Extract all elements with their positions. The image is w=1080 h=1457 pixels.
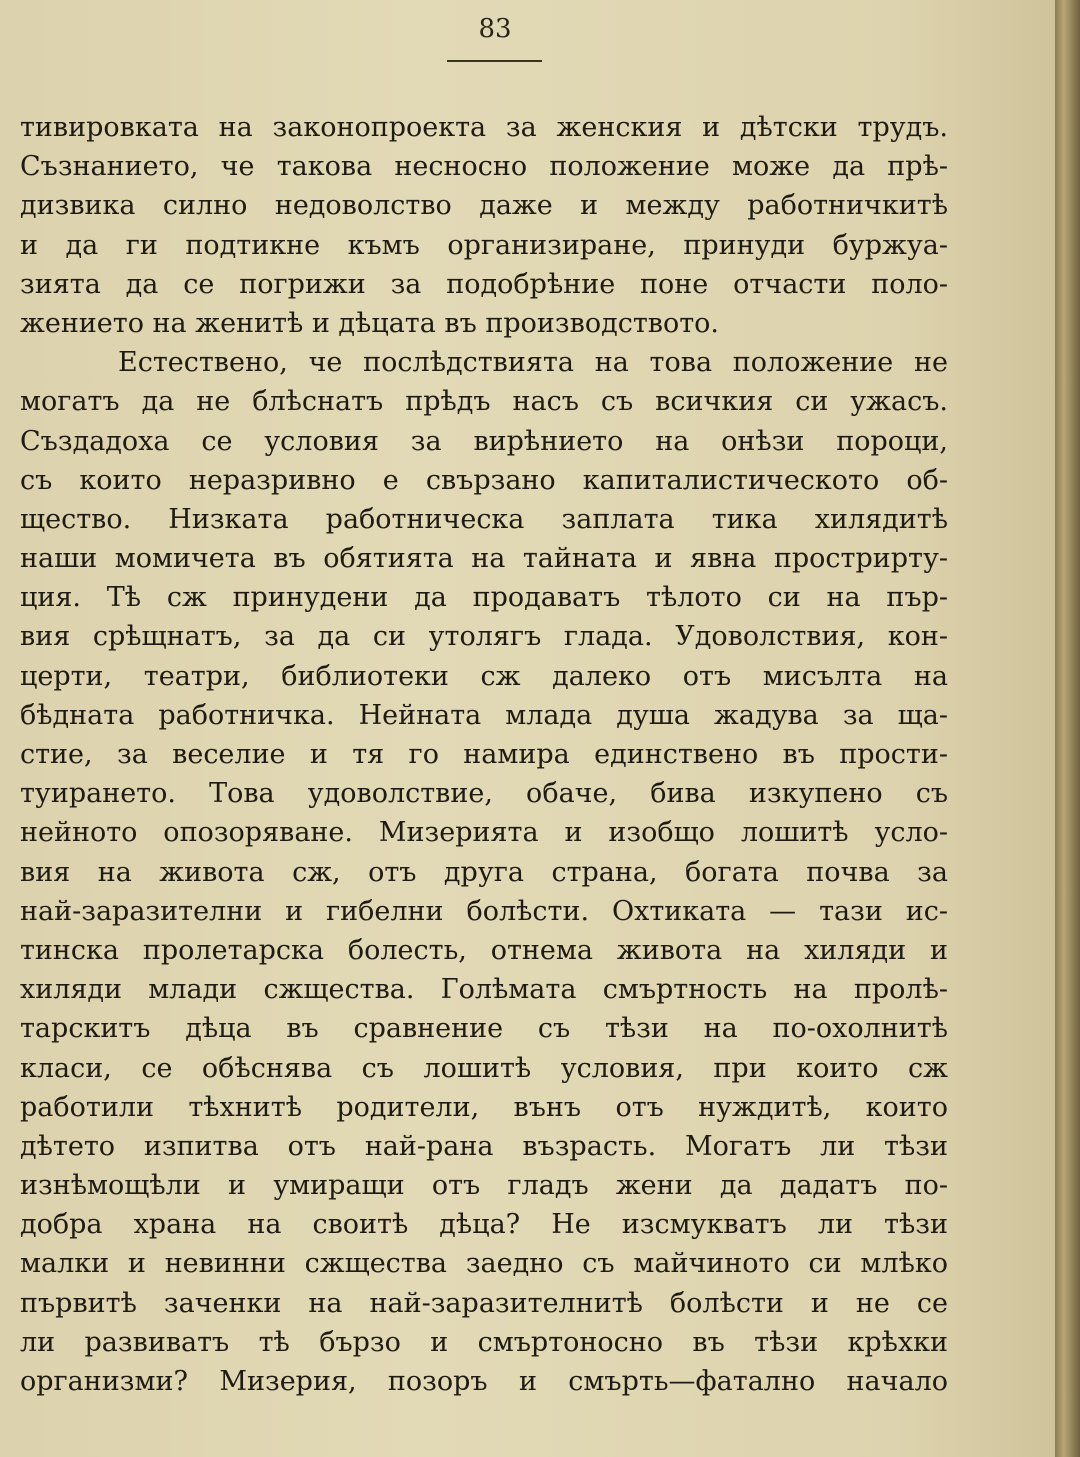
text-line: изнѣмощѣли и умиращи отъ гладъ жени да дадатъ по- — [20, 1170, 948, 1202]
text-line: нейното опозоряване. Мизерията и изобщо лошитѣ усло- — [20, 817, 948, 849]
text-line: вия на живота сж, отъ друга страна, богата почва за — [20, 856, 948, 888]
text-line: ли развиватъ тѣ бързо и смъртоносно въ тѣзи крѣхки — [20, 1326, 948, 1358]
text-line: жението на женитѣ и дѣцата въ производството. — [20, 307, 719, 339]
text-line: съ които неразривно е свързано капиталистическото об- — [20, 464, 948, 496]
text-line: зията да се погрижи за подобрѣние поне отчасти поло- — [20, 268, 948, 300]
text-line: Създадоха се условия за вирѣнието на онѣзи пороци, — [20, 425, 948, 457]
text-line: и да ги подтикне къмъ организиране, принуди буржуа- — [20, 229, 948, 261]
header-rule — [447, 60, 542, 62]
text-line: наши момичета въ обятията на тайната и явна прострирту- — [20, 543, 948, 575]
text-line: дизвика силно недоволство даже и между работничкитѣ — [20, 190, 948, 222]
text-line: дѣтето изпитва отъ най-рана възрасть. Могатъ ли тѣзи — [20, 1130, 948, 1162]
text-line: Естествено, че послѣдствията на това положение не — [118, 347, 948, 379]
text-line: тинска пролетарска болесть, отнема живота на хиляди и — [20, 934, 948, 966]
text-line: бѣдната работничка. Нейната млада душа жадува за ща- — [20, 699, 948, 731]
text-line: туирането. Това удоволствие, обаче, бива изкупено съ — [20, 778, 948, 810]
page-number: 83 — [478, 14, 512, 44]
text-line: работили тѣхнитѣ родители, вънъ отъ нуждитѣ, които — [20, 1091, 948, 1123]
text-line: тивировката на законопроекта за женския и дѣтски трудъ. — [20, 112, 948, 143]
text-line: добра храна на своитѣ дѣца? Не изсмукватъ ли тѣзи — [20, 1209, 948, 1241]
text-line: тарскитъ дѣца въ сравнение съ тѣзи на по-охолнитѣ — [20, 1013, 948, 1045]
text-line: Съзнанието, че такова несносно положение може да прѣ- — [20, 151, 948, 183]
text-line: организми? Мизерия, позоръ и смърть—фатално начало — [20, 1366, 948, 1397]
text-line: хиляди млади сжщества. Голѣмата смъртность на пролѣ- — [20, 974, 948, 1006]
text-line: церти, театри, библиотеки сж далеко отъ мисълта на — [20, 660, 948, 692]
text-line: щество. Низката работническа заплата тика хилядитѣ — [20, 503, 948, 535]
body-text — [20, 108, 948, 1401]
text-line: класи, се обѣснява съ лошитѣ условия, при които сж — [20, 1052, 948, 1084]
text-line: ция. Тѣ сж принудени да продаватъ тѣлото си на пър- — [20, 582, 948, 614]
text-line: първитѣ заченки на най-заразителнитѣ болѣсти и не се — [20, 1287, 948, 1319]
text-line: могатъ да не блѣснатъ прѣдъ насъ съ всичкия си ужасъ. — [20, 386, 948, 418]
text-line: най-заразителни и гибелни болѣсти. Охтиката — тази ис- — [20, 895, 948, 927]
book-gutter — [1055, 0, 1080, 1457]
text-line: стие, за веселие и тя го намира единствено въ прости- — [20, 739, 948, 770]
text-line: малки и невинни сжщества заедно съ майчиното си млѣко — [20, 1248, 948, 1280]
text-line: вия срѣщнатъ, за да си утолягъ глада. Удоволствия, кон- — [20, 621, 948, 653]
